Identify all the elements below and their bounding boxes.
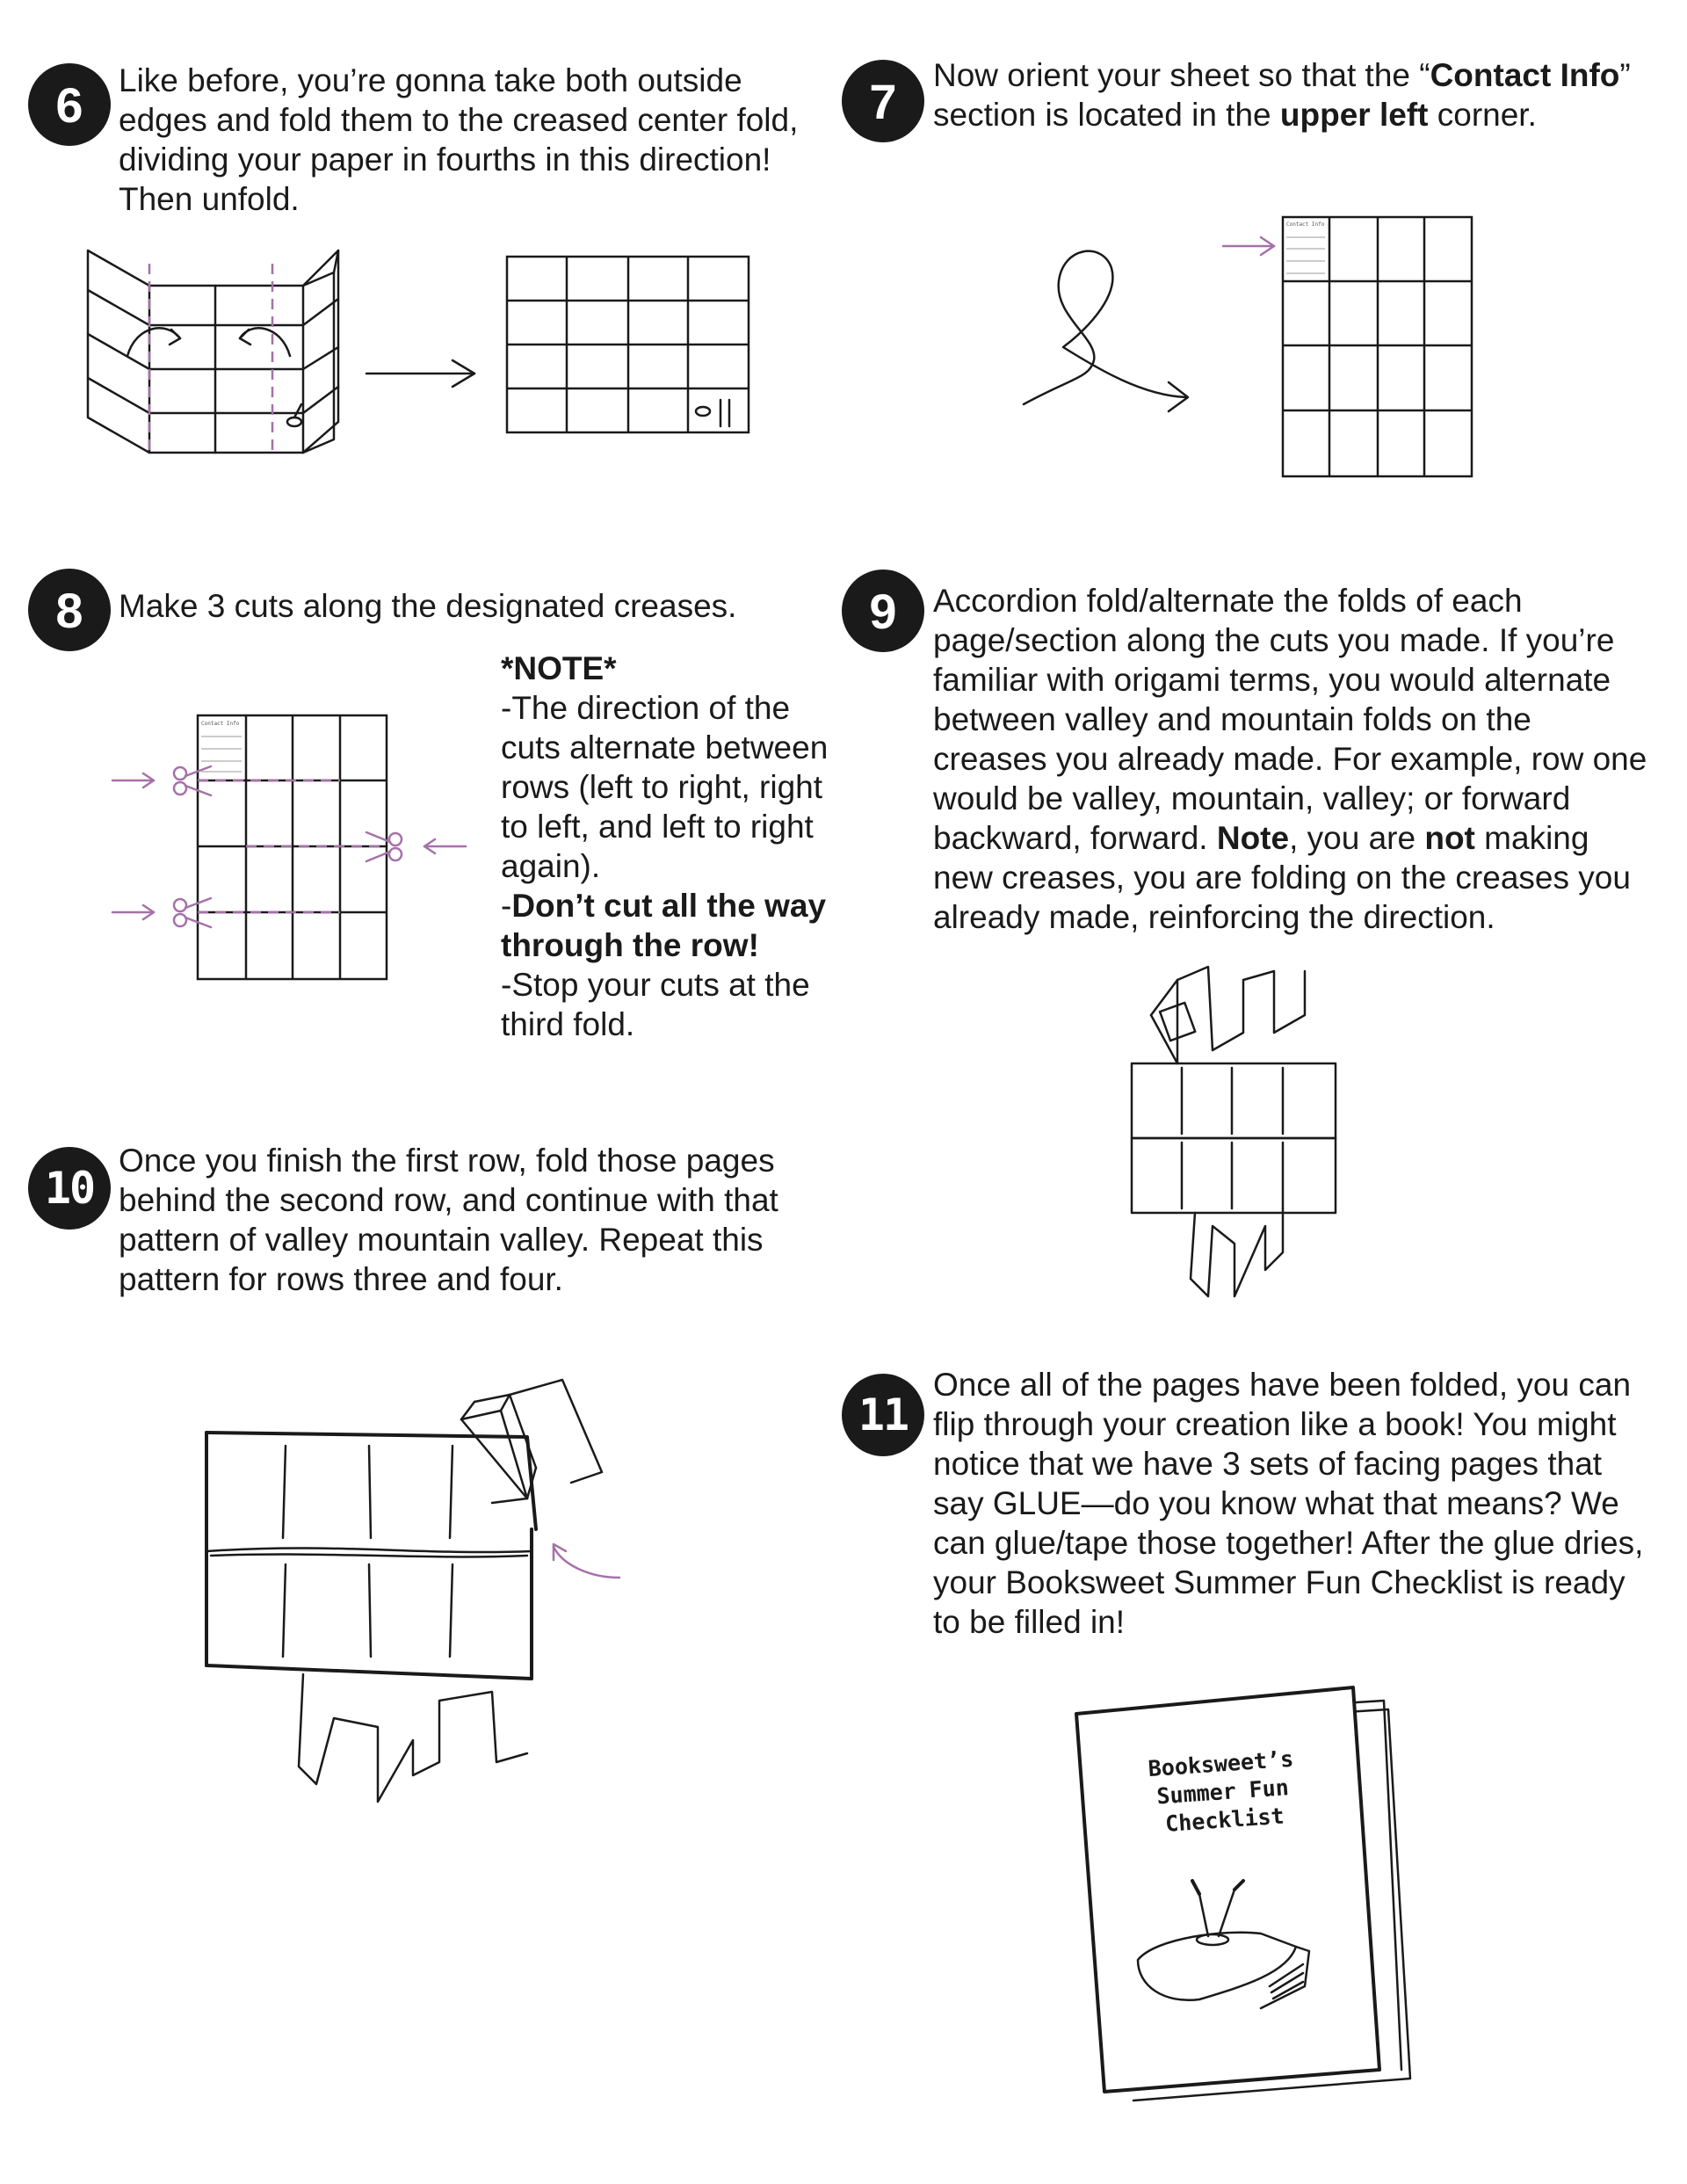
step-9-text: Accordion fold/alternate the folds of each page/section along the cuts you made. If you’re familiar with origami terms, you would alternate between valley and mountain folds on the creases you already made. For example, row one would be valley, mountain, valley; or forward backward, forward. Note, you are not making new creases, you are folding on the creases you already made, reinforcing the direction. <box>933 583 1647 935</box>
step-7-text: Now orient your sheet so that the “Contact Info” section is located in the upper left corner. <box>933 57 1631 133</box>
step-7-rotated-sheet-illustration <box>1281 215 1474 479</box>
svg-text:Contact Info: Contact Info <box>201 721 240 727</box>
step-6-text: Like before, you’re gonna take both outside edges and fold them to the creased center fold, dividing your paper in fourths in this direction! Then unfold. <box>119 62 799 217</box>
step-8-badge: 8 <box>28 569 111 651</box>
step-11-badge: 11 <box>842 1374 924 1456</box>
note-line-3: -Stop your cuts at the third fold. <box>501 967 810 1042</box>
cover-title-line-3: Checklist <box>1164 1803 1285 1837</box>
step-8-cut-diagram-illustration <box>110 712 479 984</box>
cover-title-line-1: Booksweet’s <box>1147 1745 1295 1782</box>
note-title: *NOTE* <box>501 650 617 686</box>
step-8-text: Make 3 cuts along the designated creases. <box>119 588 737 624</box>
step-10-folding-rows-illustration <box>202 1375 624 1859</box>
note-line-1: -The direction of the cuts alternate between rows (left to right, right to left, and left to right again). <box>501 690 829 884</box>
step-6-badge: 6 <box>28 63 111 146</box>
contact-info-heading: Contact Info <box>1286 221 1325 228</box>
step-11-finished-booklet-illustration <box>1068 1683 1419 2109</box>
step-11-text: Once all of the pages have been folded, you can flip through your creation like a book! You might notice that we have 3 sets of facing pages that say GLUE—do you know what that means? We can glue/tape those together! After the glue dries, your Booksweet Summer Fun Checklist is ready to be filled in! <box>933 1367 1644 1640</box>
step-6-arrow-icon <box>365 360 479 387</box>
step-9-badge: 9 <box>842 570 924 652</box>
step-9-accordion-illustration <box>1125 962 1344 1305</box>
step-6-unfolded-grid-illustration <box>505 255 751 435</box>
note-line-2: -Don’t cut all the way through the row! <box>501 888 827 963</box>
step-10-badge: 10 <box>28 1147 111 1230</box>
step-7-badge: 7 <box>842 60 924 142</box>
cover-title-line-2: Summer Fun <box>1155 1774 1290 1810</box>
rotate-loop-arrow-icon <box>1019 237 1195 422</box>
step-8-note <box>501 649 830 1044</box>
step-6-folded-sheet-illustration <box>83 246 505 466</box>
step-10-text: Once you finish the first row, fold those pages behind the second row, and continue with that pattern of valley mountain valley. Repeat this pattern for rows three and four. <box>119 1143 778 1297</box>
